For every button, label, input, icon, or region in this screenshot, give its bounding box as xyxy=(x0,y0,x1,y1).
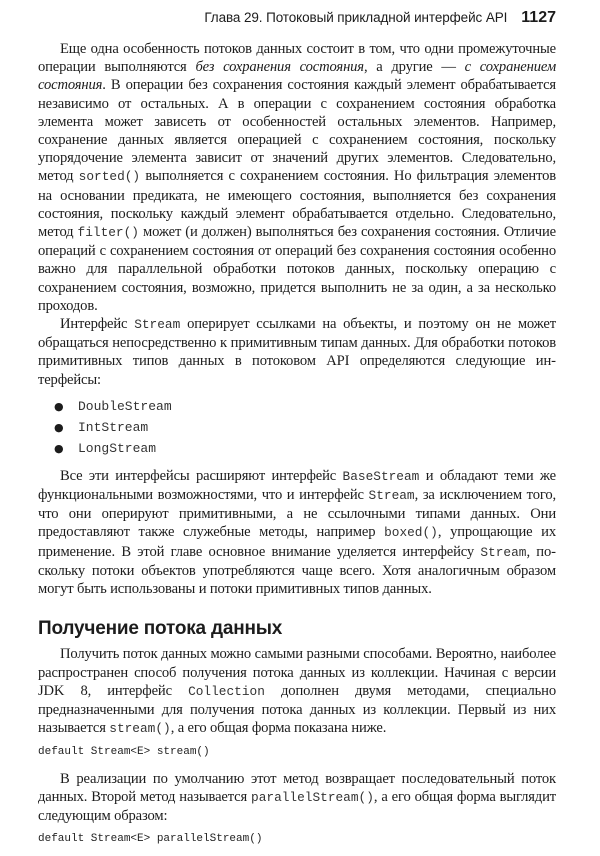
paragraph-parallel-stream xyxy=(38,770,556,826)
inline-code-filter: filter() xyxy=(77,225,139,241)
list-item xyxy=(54,417,556,438)
inline-code-stream: Stream xyxy=(134,317,181,333)
bullet-icon: ● xyxy=(54,399,64,413)
inline-code-collection: Collection xyxy=(188,683,265,699)
page-body xyxy=(38,40,556,856)
text-run: , упрощающие их применение. В этой главе основное внимание уделяется интерфейсу xyxy=(38,524,556,560)
inline-code-basestream: BaseStream xyxy=(342,468,420,484)
text-run: , за исключением того, что они оперируют примитивными, а не ссылочными типами данных. Они предоставляют также служебные методы, например xyxy=(38,486,556,541)
bullet-icon: ● xyxy=(54,442,64,456)
paragraph-stateless-stateful xyxy=(38,40,556,315)
text-run: оперирует ссылками на объекты, и поэтому он не может обращаться непосредственно к примитивным типам данных. Для обработки потоков примитивных типов данных в потоковом API определяются следующие интерфейсы: xyxy=(38,316,556,388)
emphasis-stateful: с сохранением состояния xyxy=(38,59,556,94)
page-number: 1127 xyxy=(521,9,556,26)
paragraph-obtaining-stream xyxy=(38,645,556,738)
inline-code-sorted: sorted() xyxy=(78,169,141,185)
text-run: Получить поток данных можно самыми разными способами. Вероятно, наиболее распространен способ получения потока данных из коллекции. Начиная с версии JDK 8, интерфейс xyxy=(38,646,556,699)
text-run: Еще одна особенность потоков данных состоит в том, что одни промежуточные операции выполняются xyxy=(38,41,556,76)
list-item-code: IntStream xyxy=(78,420,149,436)
text-run: дополнен двумя методами, специально предназначенными для получения потока данных из коллекции. Первый из них называется xyxy=(38,682,556,737)
text-run: Все эти интерфейсы расширяют интерфейс xyxy=(60,467,343,484)
text-run: может (и должен) выполняться без сохранения состояния. Отличие операций с сохранением состояния от операций без сохранения состояния особенно важно для параллельной обработки потоков данных, поскольку операцию с сохранением состояния, возможно, придется выполнить не за один, а за несколько проходов. xyxy=(38,224,556,314)
text-run: Интерфейс xyxy=(60,316,135,333)
list-item-code: DoubleStream xyxy=(78,398,172,414)
inline-code-stream-method: stream() xyxy=(109,721,171,737)
primitive-stream-list xyxy=(38,396,556,460)
text-run: , а его общая форма выглядит следующим образом: xyxy=(38,788,556,824)
code-stream-signature: default Stream<E> stream() xyxy=(38,746,210,759)
text-run: . В операции без сохранения состояния каждый элемент обрабатывается независимо от остальных. А в операции с сохранением состояния обработка элемента может зависеть от особенностей остальных элементов. Например, сохранение данных является операцией с сохранением состояния, поскольку упорядочение элемента зависит от значений других элементов. Следовательно, метод xyxy=(38,77,556,185)
running-header xyxy=(38,9,556,31)
list-item xyxy=(54,438,556,459)
text-run: , а его общая форма показана ниже. xyxy=(170,720,387,737)
text-run: В реализации по умолчанию этот метод возвращает последовательный поток данных. Второй метод называется xyxy=(38,770,556,805)
list-item-code: LongStream xyxy=(78,441,157,457)
emphasis-stateless: без сохранения состояния xyxy=(195,59,364,76)
section-heading: Получение потока данных xyxy=(38,618,283,640)
text-run: , а другие — xyxy=(363,59,465,76)
paragraph-basestream xyxy=(38,467,556,598)
text-run: , поскольку потоки объектов употребляются чаще всего. Хотя аналогичным образом могут быть использованы и потоки примитивных типов данных. xyxy=(38,543,556,597)
code-parallelstream-signature: default Stream<E> parallelStream() xyxy=(38,833,263,846)
inline-code-stream: Stream xyxy=(480,544,527,560)
inline-code-stream: Stream xyxy=(368,487,415,503)
chapter-title: Глава 29. Потоковый прикладной интерфейс API xyxy=(204,10,508,25)
inline-code-boxed: boxed() xyxy=(384,525,438,541)
text-run: и обладают теми же функциональными возможностями, что и интерфейс xyxy=(38,467,556,503)
list-item xyxy=(54,396,556,417)
text-run: выполняется с сохранением состояния. Но фильтрация элементов на основании предиката, не имеющего состояния, выполняется без сохранения состояния, поскольку каждый элемент обрабатывается отдельно. Следовательно, метод xyxy=(38,168,557,241)
inline-code-parallelstream: parallelStream() xyxy=(251,789,374,805)
paragraph-primitive-streams xyxy=(38,315,556,389)
bullet-icon: ● xyxy=(54,421,64,435)
